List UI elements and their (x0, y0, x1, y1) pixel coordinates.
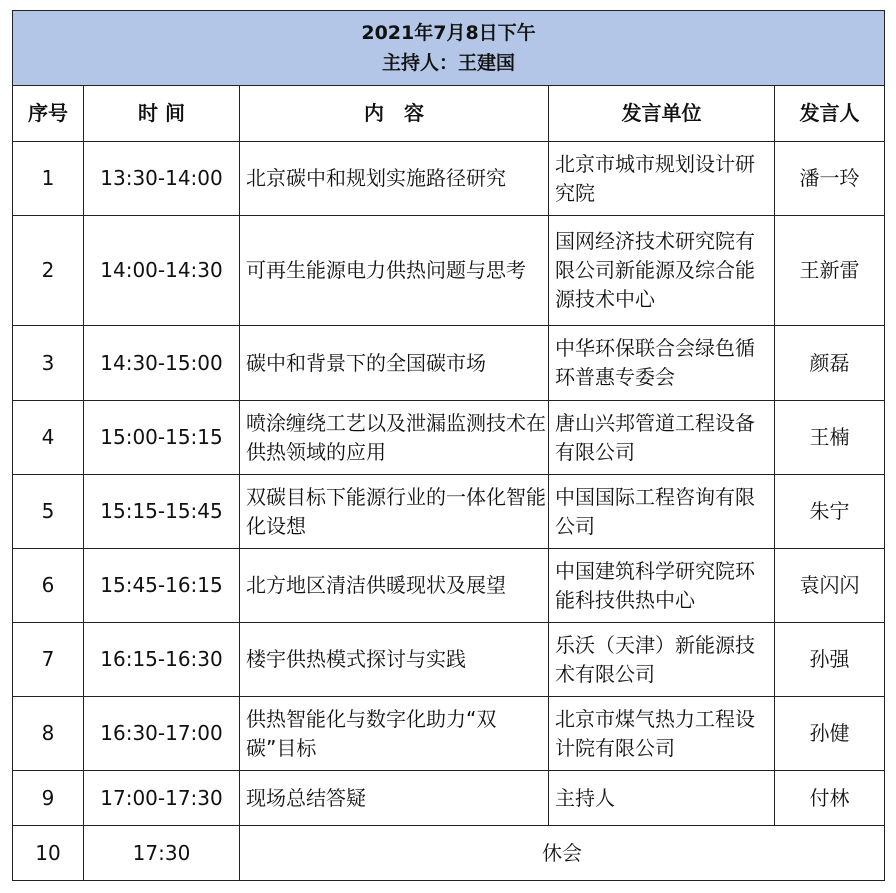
row-no: 6 (13, 549, 84, 623)
row-time: 15:15-15:45 (84, 475, 240, 549)
table-row (13, 142, 885, 216)
row-speaker: 孙强 (775, 623, 885, 697)
row-unit: 国网经济技术研究院有限公司新能源及综合能源技术中心 (549, 216, 775, 326)
session-host: 主持人：王建国 (382, 52, 516, 74)
column-header-unit: 发言单位 (549, 86, 775, 142)
column-header-no: 序号 (13, 86, 84, 142)
row-speaker: 颜磊 (775, 326, 885, 401)
row-no: 1 (13, 142, 84, 216)
row-no: 7 (13, 623, 84, 697)
row-no: 9 (13, 771, 84, 826)
table-row (13, 623, 885, 697)
row-content: 现场总结答疑 (240, 771, 549, 826)
row-unit: 中华环保联合会绿色循环普惠专委会 (549, 326, 775, 401)
row-speaker: 孙健 (775, 697, 885, 771)
row-no: 2 (13, 216, 84, 326)
row-speaker: 付林 (775, 771, 885, 826)
table-row (13, 401, 885, 475)
row-unit: 中国国际工程咨询有限公司 (549, 475, 775, 549)
row-speaker: 潘一玲 (775, 142, 885, 216)
row-content: 碳中和背景下的全国碳市场 (240, 326, 549, 401)
row-time: 17:30 (84, 826, 240, 881)
row-unit: 北京市城市规划设计研究院 (549, 142, 775, 216)
row-content: 北京碳中和规划实施路径研究 (240, 142, 549, 216)
session-title: 2021年7月8日下午 (361, 22, 536, 44)
title-row (13, 11, 885, 86)
table-row (13, 216, 885, 326)
row-unit: 中国建筑科学研究院环能科技供热中心 (549, 549, 775, 623)
column-header-content: 内 容 (240, 86, 549, 142)
row-time: 14:30-15:00 (84, 326, 240, 401)
row-content: 供热智能化与数字化助力“双碳”目标 (240, 697, 549, 771)
row-unit: 唐山兴邦管道工程设备有限公司 (549, 401, 775, 475)
table-row (13, 771, 885, 826)
table-row (13, 326, 885, 401)
row-speaker: 朱宁 (775, 475, 885, 549)
row-time: 16:30-17:00 (84, 697, 240, 771)
row-no: 3 (13, 326, 84, 401)
row-unit: 主持人 (549, 771, 775, 826)
row-content: 可再生能源电力供热问题与思考 (240, 216, 549, 326)
row-content: 楼宇供热模式探讨与实践 (240, 623, 549, 697)
row-time: 17:00-17:30 (84, 771, 240, 826)
schedule-table-wrapper (12, 10, 884, 881)
header-row (13, 86, 885, 142)
row-unit: 乐沃（天津）新能源技术有限公司 (549, 623, 775, 697)
row-time: 15:45-16:15 (84, 549, 240, 623)
row-content: 喷涂缠绕工艺以及泄漏监测技术在供热领域的应用 (240, 401, 549, 475)
table-row (13, 549, 885, 623)
row-no: 10 (13, 826, 84, 881)
schedule-table (12, 10, 885, 881)
row-time: 16:15-16:30 (84, 623, 240, 697)
title-cell (13, 11, 885, 86)
row-time: 13:30-14:00 (84, 142, 240, 216)
row-no: 4 (13, 401, 84, 475)
row-unit: 北京市煤气热力工程设计院有限公司 (549, 697, 775, 771)
row-speaker: 王新雷 (775, 216, 885, 326)
row-time: 14:00-14:30 (84, 216, 240, 326)
table-row (13, 475, 885, 549)
row-content: 北方地区清洁供暖现状及展望 (240, 549, 549, 623)
row-no: 8 (13, 697, 84, 771)
column-header-speaker: 发言人 (775, 86, 885, 142)
column-header-time: 时 间 (84, 86, 240, 142)
row-speaker: 王楠 (775, 401, 885, 475)
row-speaker: 袁闪闪 (775, 549, 885, 623)
row-content: 双碳目标下能源行业的一体化智能化设想 (240, 475, 549, 549)
table-row (13, 697, 885, 771)
table-row-final (13, 826, 885, 881)
row-time: 15:00-15:15 (84, 401, 240, 475)
row-no: 5 (13, 475, 84, 549)
row-content-adjourn: 休会 (240, 826, 885, 881)
